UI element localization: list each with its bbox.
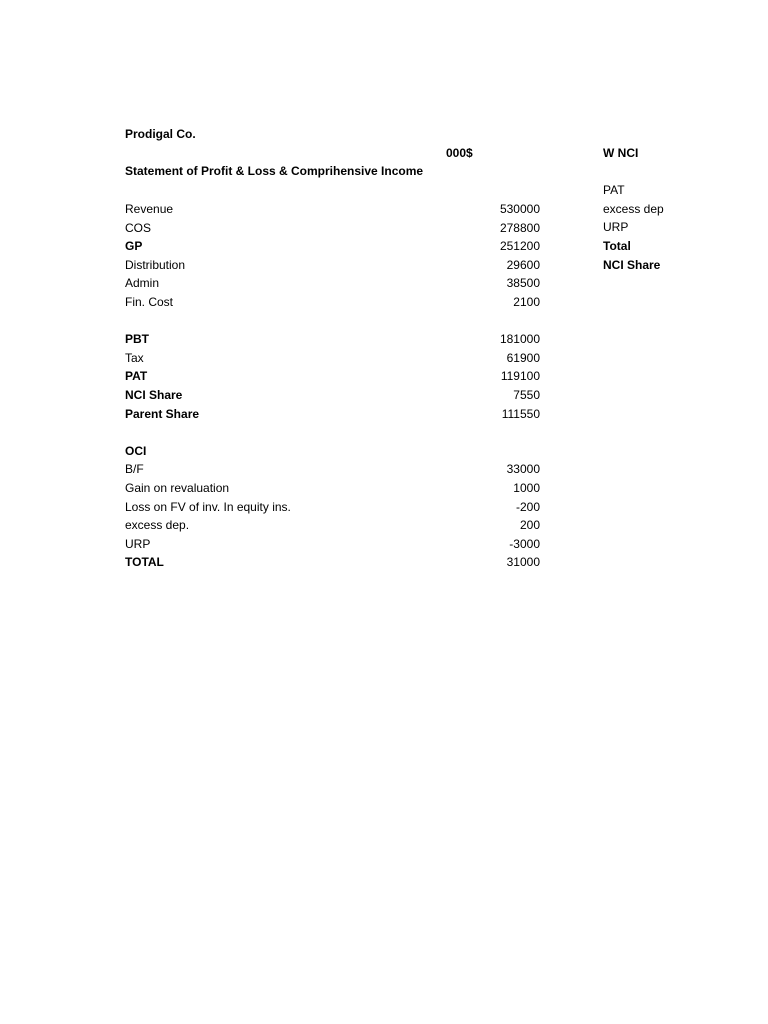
statement-row	[125, 312, 545, 331]
statement-row	[125, 349, 545, 368]
w-nci-heading: W NCI	[603, 146, 639, 160]
statement-row	[125, 274, 545, 293]
w-nci-item: PAT	[603, 183, 625, 198]
statement-row	[125, 293, 545, 312]
w-nci-section	[603, 144, 753, 274]
w-nci-item: NCI Share	[603, 257, 661, 272]
row-value: 61900	[506, 350, 540, 365]
row-value: 29600	[506, 257, 540, 272]
row-label: B/F	[125, 462, 144, 477]
row-value: 33000	[506, 462, 540, 477]
statement-row	[125, 386, 545, 405]
w-nci-item: URP	[603, 220, 629, 235]
row-label: Admin	[125, 276, 160, 291]
statement-row	[125, 219, 545, 238]
row-label: Fin. Cost	[125, 294, 174, 309]
row-value: 7550	[513, 387, 540, 402]
row-value: 31000	[506, 555, 540, 570]
row-label: GP	[125, 239, 143, 254]
statement-title: Statement of Profit & Loss & Comprihensive Income	[125, 164, 424, 178]
company-name: Prodigal Co.	[125, 127, 196, 141]
row-value: -200	[515, 499, 540, 514]
row-value: 530000	[499, 202, 540, 216]
row-label: OCI	[125, 443, 147, 458]
row-label: Gain on revaluation	[125, 480, 230, 495]
row-label: PBT	[125, 332, 149, 347]
row-label: Loss on FV of inv. In equity ins.	[125, 499, 291, 514]
row-label: Revenue	[125, 202, 174, 216]
row-label: Distribution	[125, 257, 186, 272]
statement-row	[125, 516, 545, 535]
row-value: -3000	[509, 536, 540, 551]
statement-row	[125, 442, 545, 461]
statement-row	[125, 367, 545, 386]
statement-rows	[125, 200, 545, 572]
statement-row	[125, 479, 545, 498]
row-value: 200	[519, 518, 540, 533]
row-label: NCI Share	[125, 387, 183, 402]
statement-row	[125, 330, 545, 349]
statement-row	[125, 553, 545, 572]
row-value: 119100	[500, 369, 540, 384]
row-value: 38500	[506, 276, 540, 291]
w-nci-items	[603, 181, 753, 274]
row-label: TOTAL	[125, 555, 164, 570]
w-nci-spacer	[603, 163, 753, 182]
statement-row	[125, 256, 545, 275]
row-label: URP	[125, 536, 151, 551]
statement-row	[125, 460, 545, 479]
row-label: COS	[125, 220, 152, 235]
statement-row	[125, 405, 545, 424]
row-label: PAT	[125, 369, 148, 384]
row-value: 251200	[499, 239, 540, 254]
statement-row	[125, 498, 545, 517]
row-value: 181000	[499, 332, 540, 347]
row-value: 278800	[499, 220, 540, 235]
statement-row	[125, 200, 545, 219]
statement-row	[125, 535, 545, 554]
statement-row	[125, 237, 545, 256]
row-value: 1000	[513, 480, 540, 495]
row-value: 111550	[501, 406, 540, 421]
w-nci-item: excess dep	[603, 201, 664, 216]
w-nci-item: Total	[603, 238, 631, 253]
statement-row	[125, 423, 545, 442]
unit-header: 000$	[446, 146, 473, 160]
row-value: 2100	[513, 294, 540, 309]
row-label: Tax	[125, 350, 144, 365]
row-label: excess dep.	[125, 518, 190, 533]
row-label: Parent Share	[125, 406, 200, 421]
